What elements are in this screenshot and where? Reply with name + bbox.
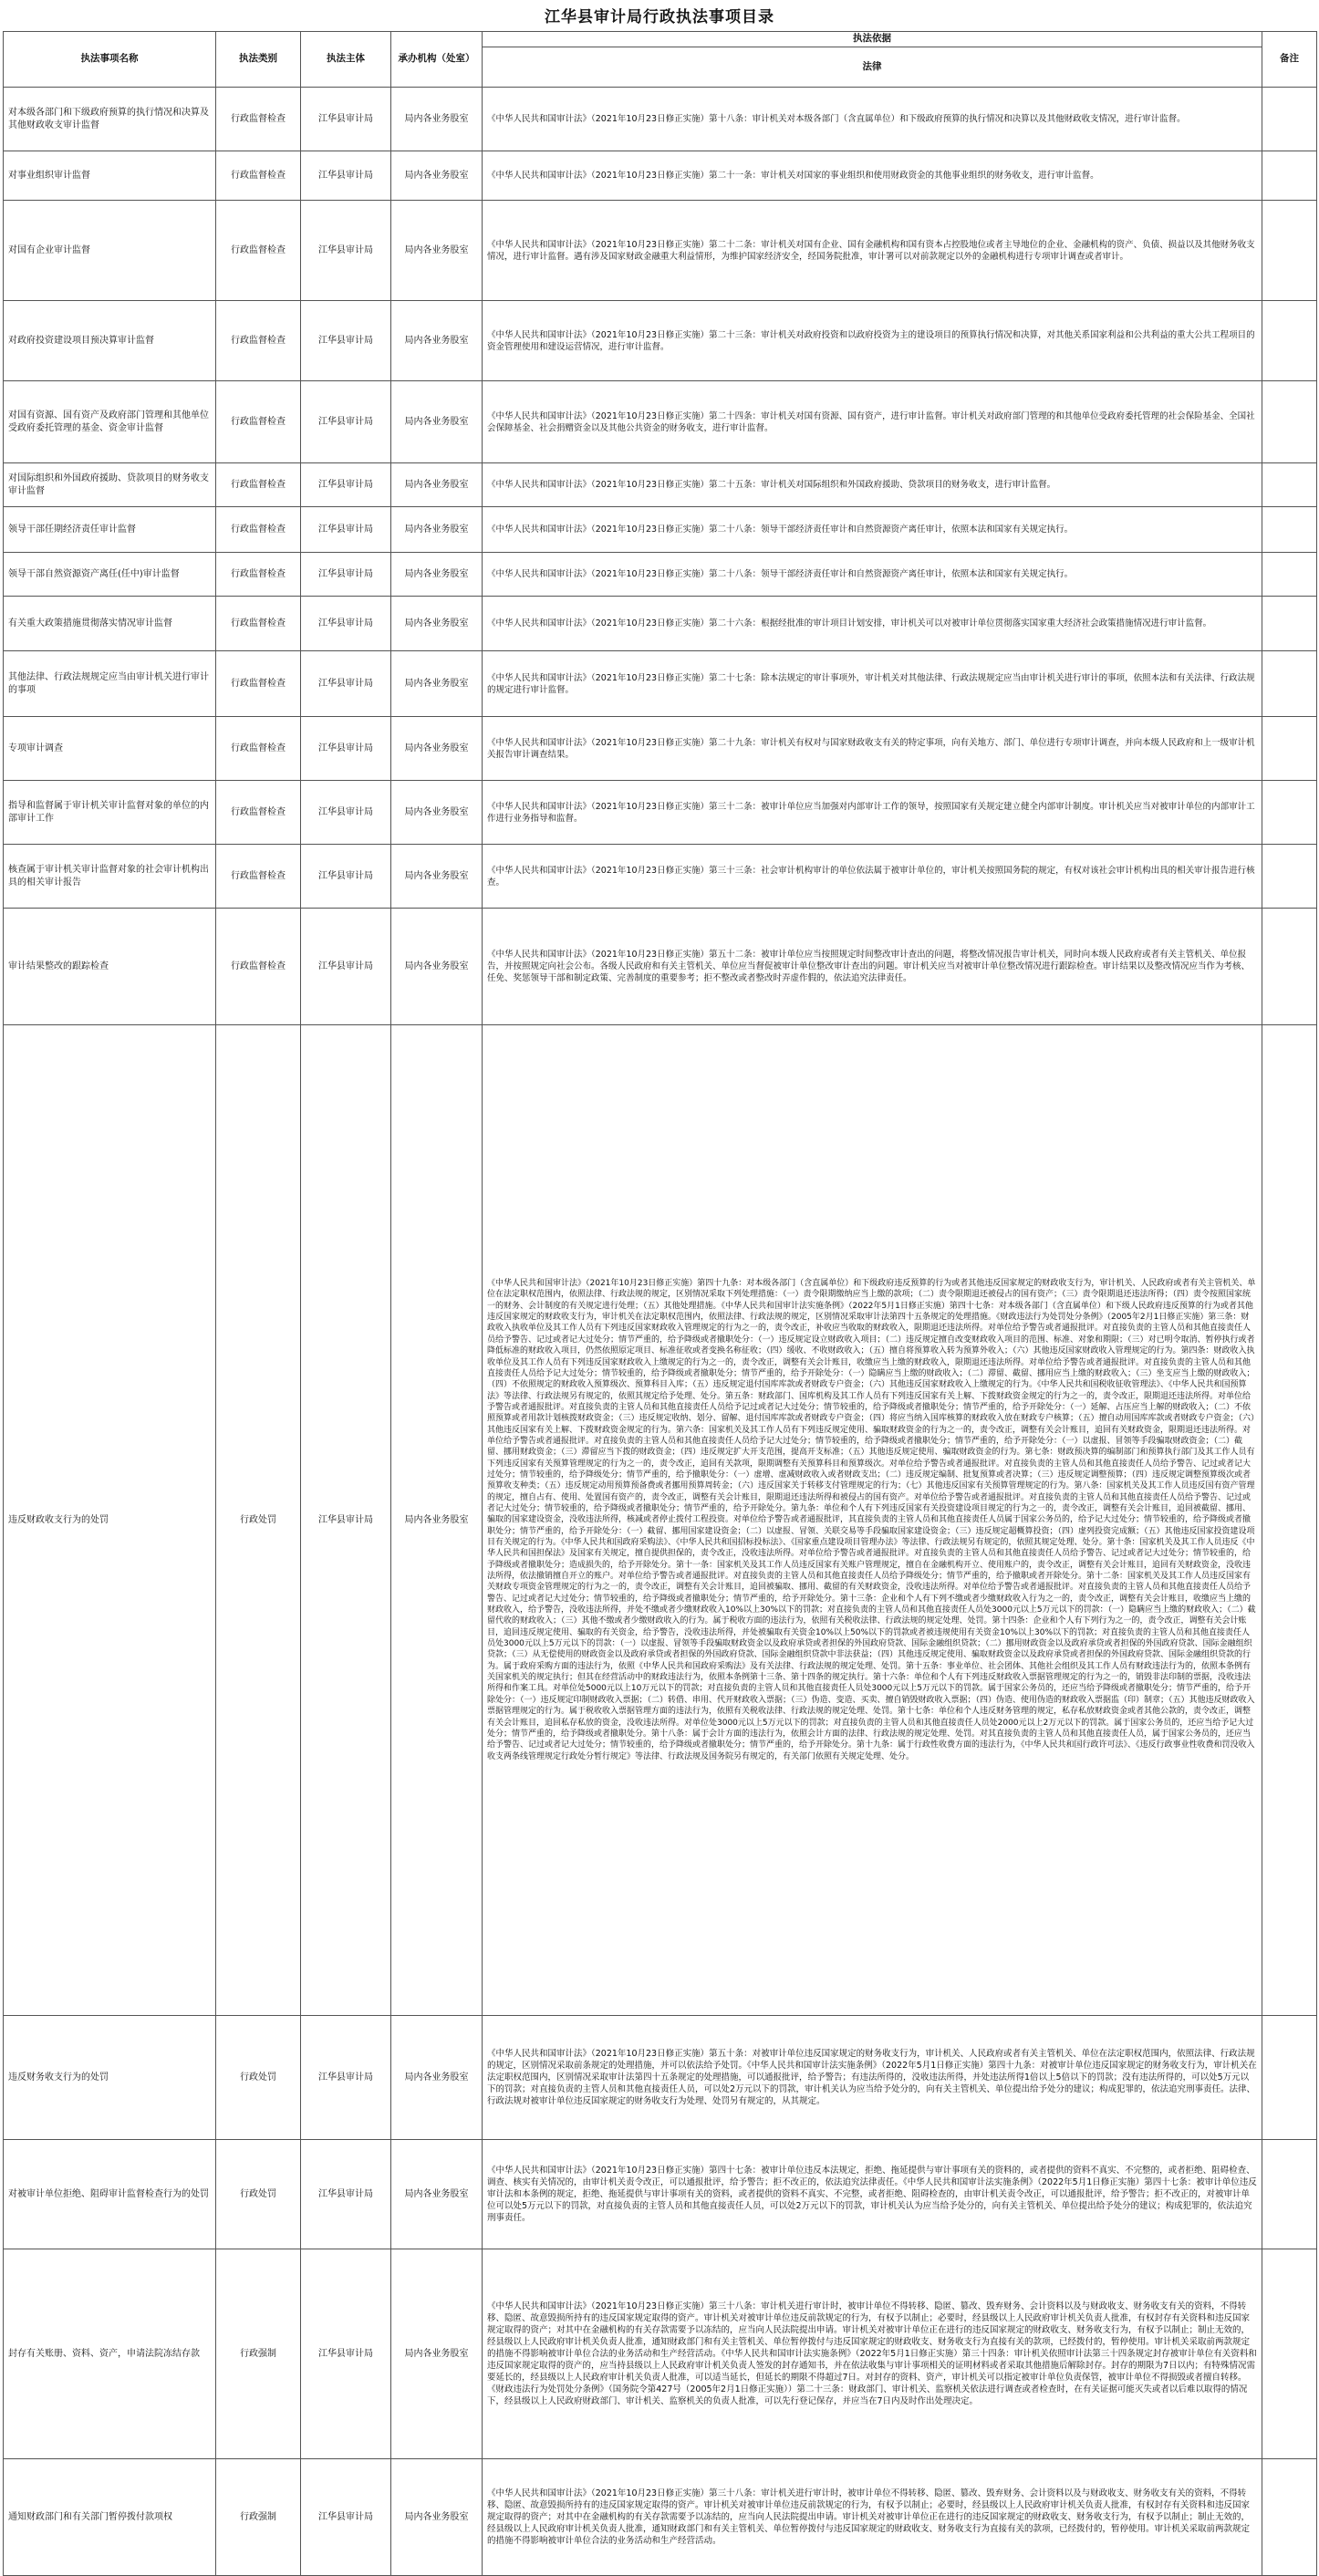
item-category: 行政监督检查 — [216, 88, 301, 151]
item-category: 行政处罚 — [216, 2016, 301, 2140]
table-row — [4, 507, 1317, 553]
item-subject: 江华县审计局 — [301, 781, 391, 845]
item-category: 行政监督检查 — [216, 507, 301, 553]
item-dept: 局内各业务股室 — [391, 651, 483, 717]
item-name: 通知财政部门和有关部门暂停拨付款项权 — [4, 2459, 216, 2576]
item-remark — [1262, 1025, 1317, 2016]
item-dept: 局内各业务股室 — [391, 381, 483, 463]
table-row — [4, 381, 1317, 463]
item-dept: 局内各业务股室 — [391, 88, 483, 151]
header-dept: 承办机构（处室） — [391, 32, 483, 88]
item-remark — [1262, 2140, 1317, 2249]
item-law: 《中华人民共和国审计法》（2021年10月23日修正实施）第三十八条：审计机关进行审计时，被审计单位不得转移、隐匿、篡改、毁弃财务、会计资料以及与财政收支、财务收支有关的资料，不得转移、隐匿、故意毁损所持有的违反国家规定取得的资产。审计机关对被审计单位违反前款规定的行为，有权予以制止；必要时，经县级以上人民政府审计机关负责人批准，有权封存有关资料和违反国家规定取得的资产；对其中在金融机构的有关存款需要予以冻结的，应当向人民法院提出申请。审计机关对被审计单位正在进行的违反国家规定的财政收支、财务收支行为，有权予以制止；制止无效的，经县级以上人民政府审计机关负责人批准，通知财政部门和有关主管机关、单位暂停拨付与违反国家规定的财政收支、财务收支行为直接有关的款项，已经拨付的，暂停使用。审计机关采取前两款规定的措施不得影响被审计单位合法的业务活动和生产经营活动。 — [483, 2459, 1262, 2576]
table-row — [4, 651, 1317, 717]
item-subject: 江华县审计局 — [301, 151, 391, 201]
item-dept: 局内各业务股室 — [391, 463, 483, 507]
item-category: 行政强制 — [216, 2249, 301, 2459]
item-remark — [1262, 717, 1317, 781]
item-remark — [1262, 651, 1317, 717]
item-category: 行政监督检查 — [216, 597, 301, 651]
item-name: 领导干部任期经济责任审计监督 — [4, 507, 216, 553]
item-dept: 局内各业务股室 — [391, 909, 483, 1025]
item-remark — [1262, 909, 1317, 1025]
item-category: 行政监督检查 — [216, 301, 301, 381]
table-row — [4, 463, 1317, 507]
table-row — [4, 597, 1317, 651]
item-dept: 局内各业务股室 — [391, 1025, 483, 2016]
item-category: 行政监督检查 — [216, 381, 301, 463]
table-row — [4, 201, 1317, 301]
item-law: 《中华人民共和国审计法》（2021年10月23日修正实施）第二十三条：审计机关对政府投资和以政府投资为主的建设项目的预算执行情况和决算，对其他关系国家利益和公共利益的重大公共工程项目的资金管理使用和建设运营情况，进行审计监督。 — [483, 301, 1262, 381]
item-name: 审计结果整改的跟踪检查 — [4, 909, 216, 1025]
item-name: 对国有资源、国有资产及政府部门管理和其他单位受政府委托管理的基金、资金审计监督 — [4, 381, 216, 463]
header-name: 执法事项名称 — [4, 32, 216, 88]
item-name: 其他法律、行政法规规定应当由审计机关进行审计的事项 — [4, 651, 216, 717]
item-category: 行政监督检查 — [216, 651, 301, 717]
table-row — [4, 88, 1317, 151]
table-row — [4, 151, 1317, 201]
item-dept: 局内各业务股室 — [391, 781, 483, 845]
item-law: 《中华人民共和国审计法》（2021年10月23日修正实施）第四十九条：对本级各部门（含直属单位）和下级政府违反预算的行为或者其他违反国家规定的财政收支行为，审计机关、人民政府或者有关主管机关、单位在法定职权范围内，依照法律、行政法规的规定，区别情况采取下列处理措施：（一）责令限期缴纳应当上缴的款项；（二）责令限期退还被侵占的国有资产；（三）责令限期退还违法所得；（四）责令按照国家统一的财务、会计制度的有关规定进行处理；（五）其他处理措施。《中华人民共和国审计法实施条例》（2022年5月1日修正实施）第四十七条：对本级各部门（含直属单位）和下级人民政府违反预算的行为或者其他违反国家规定的财政收支行为，审计机关在法定职权范围内，依照法律、行政法规的规定，区别情况采取审计法第四十五条规定的处理措施。《财政违法行为处罚处分条例》（2005年2月1日修正实施）第三条：财政收入执收单位及其工作人员有下列违反国家财政收入管理规定的行为之一的，责令改正，补收应当收取的财政收入，限期退还违法所得。对单位给予警告或者通报批评。对直接负责的主管人员和其他直接责任人员给予警告、记过或者记大过处分；情节严重的，给予降级或者撤职处分：（一）违反规定设立财政收入项目；（二）违反规定擅自改变财政收入项目的范围、标准、对象和期限；（三）对已明令取消、暂停执行或者降低标准的财政收入项目，仍然依照原定项目、标准征收或者变换名称征收；（四）缓收、不收财政收入；（五）擅自将预算收入转为预算外收入；（六）其他违反国家财政收入管理规定的行为。第四条：财政收入执收单位及其工作人员有下列违反国家财政收入上缴规定的行为之一的，责令改正，调整有关会计账目，收缴应当上缴的财政收入，限期退还违法所得。对单位给予警告或者通报批评。对直接负责的主管人员和其他直接责任人员给予记大过处分；情节较重的，给予降级或者撤职处分；情节严重的，给予开除处分：（一）隐瞒应当上缴的财政收入；（二）滞留、截留、挪用应当上缴的财政收入；（三）坐支应当上缴的财政收入；（四）不依照规定的财政收入预算级次、预算科目入库；（五）违反规定退付国库库款或者财政专户资金；（六）其他违反国家财政收入上缴规定的行为。《中华人民共和国税收征收管理法》、《中华人民共和国预算法》等法律、行政法规另有规定的，依照其规定给予处理、处分。第五条：财政部门、国库机构及其工作人员有下列违反国家有关上解、下拨财政资金规定的行为之一的，责令改正，限期退还违法所得。对单位给予警告或者通报批评。对直接负责的主管人员和其他直接责任人员给予记过或者记大过处分；情节较重的，给予降级或者撤职处分；情节严重的，给予开除处分：（一）延解、占压应当上解的财政收入；（二）不依照预算或者用款计划核拨财政资金；（三）违反规定收纳、划分、留解、退付国库库款或者财政专户资金；（四）将应当纳入国库核算的财政收入放在财政专户核算；（五）擅自动用国库库款或者财政专户资金；（六）其他违反国家有关上解、下拨财政资金规定的行为。第六条：国家机关及其工作人员有下列违反规定使用、骗取财政资金的行为之一的，责令改正，调整有关会计账目，追回有关财政资金，限期退还违法所得。对单位给予警告或者通报批评。对直接负责的主管人员和其他直接责任人员给予记大过处分；情节较重的，给予降级或者撤职处分；情节严重的，给予开除处分：（一）以虚报、冒领等手段骗取财政资金；（二）截留、挪用财政资金；（三）滞留应当下拨的财政资金；（四）违反规定扩大开支范围，提高开支标准；（五）其他违反规定使用、骗取财政资金的行为。第七条：财政预决算的编制部门和预算执行部门及其工作人员有下列违反国家有关预算管理规定的行为之一的，责令改正，追回有关款项，限期调整有关预算科目和预算级次。对单位给予警告或者通报批评。对直接负责的主管人员和其他直接责任人员给予警告、记过或者记大过处分；情节较重的，给予降级处分；情节严重的，给予撤职处分：（一）虚增、虚减财政收入或者财政支出；（二）违反规定编制、批复预算或者决算；（三）违反规定调整预算；（四）违反规定调整预算级次或者预算收支种类；（五）违反规定动用预算预备费或者挪用预算周转金；（六）违反国家关于转移支付管理规定的行为；（七）其他违反国家有关预算管理规定的行为。第八条：国家机关及其工作人员违反国有资产管理的规定，擅自占有、使用、处置国有资产的，责令改正，调整有关会计账目，限期退还违法所得和被侵占的国有资产。对单位给予警告或者通报批评。对直接负责的主管人员和其他直接责任人员给予警告、记过或者记大过处分；情节较重的，给予降级或者撤职处分；情节严重的，给予开除处分。第九条：单位和个人有下列违反国家有关投资建设项目规定的行为之一的，责令改正，调整有关会计账目，追回被截留、挪用、骗取的国家建设资金，没收违法所得，核减或者停止拨付工程投资。对单位给予警告或者通报批评，其直接负责的主管人员和其他直接责任人员属于国家公务员的，给予记大过处分；情节较重的，给予降级或者撤职处分；情节严重的，给予开除处分：（一）截留、挪用国家建设资金；（二）以虚报、冒领、关联交易等手段骗取国家建设资金；（三）违反规定超概算投资；（四）虚列投资完成额；（五）其他违反国家投资建设项目有关规定的行为。《中华人民共和国政府采购法》、《中华人民共和国招标投标法》、《国家重点建设项目管理办法》等法律、行政法规另有规定的，依照其规定处理、处分。第十条：国家机关及其工作人员违反《中华人民共和国担保法》及国家有关规定，擅自提供担保的，责令改正，没收违法所得。对单位给予警告或者通报批评。对直接负责的主管人员和其他直接责任人员给予警告、记过或者记大过处分；情节较重的，给予降级或者撤职处分；造成损失的，给予开除处分。第十一条：国家机关及其工作人员违反国家有关账户管理规定，擅自在金融机构开立、使用账户的，责令改正，调整有关会计账目，追回有关财政资金，没收违法所得，依法撤销擅自开立的账户。对单位给予警告或者通报批评。对直接负责的主管人员和其他直接责任人员给予降级处分；情节严重的，给予撤职或者开除处分。第十二条：国家机关及其工作人员违反国家有关财政专项资金管理规定的行为之一的，责令改正，调整有关会计账目，追回被骗取、挪用、截留的有关财政资金，没收违法所得。对单位给予警告或者通报批评。对直接负责的主管人员和其他直接责任人员给予警告、记过或者记大过处分；情节较重的，给予降级或者撤职处分；情节严重的，给予开除处分。第十三条：企业和个人有下列不缴或者少缴财政收入行为之一的，责令改正，调整有关会计账目，收缴应当上缴的财政收入，给予警告，没收违法所得，并处不缴或者少缴财政收入10%以上30%以下的罚款；对直接负责的主管人员和其他直接责任人员处3000元以上5万元以下的罚款：（一）隐瞒应当上缴的财政收入；（二）截留代收的财政收入；（三）其他不缴或者少缴财政收入的行为。属于税收方面的违法行为，依照有关税收法律、行政法规的规定处理、处罚。第十四条：企业和个人有下列行为之一的，责令改正，调整有关会计账目，追回违反规定使用、骗取的有关资金，给予警告，没收违法所得，并处被骗取有关资金10%以上50%以下的罚款或者被违规使用有关资金10%以上30%以下的罚款；对直接负责的主管人员和其他直接责任人员处3000元以上5万元以下的罚款：（一）以虚报、冒领等手段骗取财政资金以及政府承贷或者担保的外国政府贷款、国际金融组织贷款；（二）挪用财政资金以及政府承贷或者担保的外国政府贷款、国际金融组织贷款；（三）从无偿使用的财政资金以及政府承贷或者担保的外国政府贷款、国际金融组织贷款中非法获益；（四）其他违反规定使用、骗取财政资金以及政府承贷或者担保的外国政府贷款、国际金融组织贷款的行为。属于政府采购方面的违法行为，依照《中华人民共和国政府采购法》及有关法律、行政法规的规定处理、处罚。第十五条：事业单位、社会团体、其他社会组织及其工作人员有财政违法行为的，依照本条例有关国家机关的规定执行；但其在经营活动中的财政违法行为，依照本条例第十三条、第十四条的规定执行。第十六条：单位和个人有下列违反财政收入票据管理规定的行为之一的，销毁非法印制的票据，没收违法所得和作案工具。对单位处5000元以上10万元以下的罚款；对直接负责的主管人员和其他直接责任人员处3000元以上5万元以下的罚款。属于国家公务员的，还应当给予降级或者撤职处分；情节严重的，给予开除处分：（一）违反规定印制财政收入票据；（二）转借、串用、代开财政收入票据；（三）伪造、变造、买卖、擅自销毁财政收入票据；（四）伪造、使用伪造的财政收入票据监（印）制章；（五）其他违反财政收入票据管理规定的行为。属于税收收入票据管理方面的违法行为，依照有关税收法律、行政法规的规定处理、处罚。第十七条：单位和个人违反财务管理的规定，私存私放财政资金或者其他公款的，责令改正，调整有关会计账目，追回私存私放的资金，没收违法所得。对单位处3000元以上5万元以下的罚款；对直接负责的主管人员和其他直接责任人员处2000元以上2万元以下的罚款。属于国家公务员的，还应当给予记大过处分；情节严重的，给予降级或者撤职处分。第十八条：属于会计方面的违法行为，依照会计方面的法律、行政法规的规定处理、处罚。对其直接负责的主管人员和其他直接责任人员，属于国家公务员的，还应当给予警告、记过或者记大过处分；情节较重的，给予降级或者撤职处分；情节严重的，给予开除处分。第十九条：属于行政性收费方面的违法行为，《中华人民共和国行政许可法》、《违反行政事业性收费和罚没收入收支两条线管理规定行政处分暂行规定》等法律、行政法规及国务院另有规定的，有关部门依照有关规定处理、处分。 — [483, 1025, 1262, 2016]
item-dept: 局内各业务股室 — [391, 597, 483, 651]
item-remark — [1262, 151, 1317, 201]
table-row — [4, 553, 1317, 597]
table-row — [4, 2459, 1317, 2576]
item-law: 《中华人民共和国审计法》（2021年10月23日修正实施）第二十九条：审计机关有权对与国家财政收支有关的特定事项，向有关地方、部门、单位进行专项审计调查，并向本级人民政府和上一级审计机关报告审计调查结果。 — [483, 717, 1262, 781]
item-law: 《中华人民共和国审计法》（2021年10月23日修正实施）第二十四条：审计机关对国有资源、国有资产，进行审计监督。审计机关对政府部门管理的和其他单位受政府委托管理的社会保险基金、全国社会保障基金、社会捐赠资金以及其他公共资金的财务收支，进行审计监督。 — [483, 381, 1262, 463]
header-basis: 执法依据 — [483, 32, 1262, 47]
item-law: 《中华人民共和国审计法》（2021年10月23日修正实施）第二十八条：领导干部经济责任审计和自然资源资产离任审计，依照本法和国家有关规定执行。 — [483, 553, 1262, 597]
item-subject: 江华县审计局 — [301, 2140, 391, 2249]
table-row — [4, 2140, 1317, 2249]
item-law: 《中华人民共和国审计法》（2021年10月23日修正实施）第三十三条：社会审计机构审计的单位依法属于被审计单位的，审计机关按照国务院的规定，有权对该社会审计机构出具的相关审计报告进行核查。 — [483, 845, 1262, 909]
item-law: 《中华人民共和国审计法》（2021年10月23日修正实施）第四十七条：被审计单位违反本法规定，拒绝、拖延提供与审计事项有关的资料的，或者提供的资料不真实、不完整的，或者拒绝、阻碍检查、调查、核实有关情况的，由审计机关责令改正，可以通报批评，给予警告；拒不改正的，依法追究法律责任。《中华人民共和国审计法实施条例》（2022年5月1日修正实施）第四十七条：被审计单位违反审计法和本条例的规定，拒绝、拖延提供与审计事项有关的资料，或者提供的资料不真实、不完整，或者拒绝、阻碍检查的，由审计机关责令改正，可以通报批评，给予警告；拒不改正的，对被审计单位可以处5万元以下的罚款，对直接负责的主管人员和其他直接责任人员，可以处2万元以下的罚款，审计机关认为应当给予处分的，向有关主管机关、单位提出给予处分的建议；构成犯罪的，依法追究刑事责任。 — [483, 2140, 1262, 2249]
item-law: 《中华人民共和国审计法》（2021年10月23日修正实施）第五十条：对被审计单位违反国家规定的财务收支行为，审计机关、人民政府或者有关主管机关、单位在法定职权范围内，依照法律、行政法规的规定，区别情况采取前条规定的处理措施，并可以依法给予处罚。《中华人民共和国审计法实施条例》（2022年5月1日修正实施）第四十九条：对被审计单位违反国家规定的财务收支行为，审计机关在法定职权范围内，区别情况采取审计法第四十五条规定的处理措施，可以通报批评，给予警告；有违法所得的，没收违法所得，并处违法所得1倍以上5倍以下的罚款；没有违法所得的，可以处5万元以下的罚款；对直接负责的主管人员和其他直接责任人员，可以处2万元以下的罚款，审计机关认为应当给予处分的，向有关主管机关、单位提出给予处分的建议；构成犯罪的，依法追究刑事责任。法律、行政法规对被审计单位违反国家规定的财务收支行为处理、处罚另有规定的，从其规定。 — [483, 2016, 1262, 2140]
item-remark — [1262, 381, 1317, 463]
item-dept: 局内各业务股室 — [391, 301, 483, 381]
item-subject: 江华县审计局 — [301, 301, 391, 381]
table-row — [4, 909, 1317, 1025]
item-law: 《中华人民共和国审计法》（2021年10月23日修正实施）第二十一条：审计机关对国家的事业组织和使用财政资金的其他事业组织的财务收支，进行审计监督。 — [483, 151, 1262, 201]
item-category: 行政处罚 — [216, 1025, 301, 2016]
item-dept: 局内各业务股室 — [391, 507, 483, 553]
item-name: 违反财政收支行为的处罚 — [4, 1025, 216, 2016]
item-category: 行政监督检查 — [216, 201, 301, 301]
item-category: 行政监督检查 — [216, 781, 301, 845]
item-law: 《中华人民共和国审计法》（2021年10月23日修正实施）第二十八条：领导干部经济责任审计和自然资源资产离任审计，依照本法和国家有关规定执行。 — [483, 507, 1262, 553]
item-law: 《中华人民共和国审计法》（2021年10月23日修正实施）第十八条：审计机关对本级各部门（含直属单位）和下级政府预算的执行情况和决算以及其他财政收支情况，进行审计监督。 — [483, 88, 1262, 151]
item-subject: 江华县审计局 — [301, 2249, 391, 2459]
item-subject: 江华县审计局 — [301, 201, 391, 301]
item-law: 《中华人民共和国审计法》（2021年10月23日修正实施）第二十六条：根据经批准的审计项目计划安排，审计机关可以对被审计单位贯彻落实国家重大经济社会政策措施情况进行审计监督。 — [483, 597, 1262, 651]
item-dept: 局内各业务股室 — [391, 151, 483, 201]
item-category: 行政监督检查 — [216, 553, 301, 597]
item-name: 对政府投资建设项目预决算审计监督 — [4, 301, 216, 381]
header-subject: 执法主体 — [301, 32, 391, 88]
header-category: 执法类别 — [216, 32, 301, 88]
item-subject: 江华县审计局 — [301, 381, 391, 463]
catalog-table — [3, 31, 1317, 2576]
item-name: 对国有企业审计监督 — [4, 201, 216, 301]
table-row — [4, 1025, 1317, 2016]
item-name: 对本级各部门和下级政府预算的执行情况和决算及其他财政收支审计监督 — [4, 88, 216, 151]
item-name: 对国际组织和外国政府援助、贷款项目的财务收支审计监督 — [4, 463, 216, 507]
item-dept: 局内各业务股室 — [391, 2249, 483, 2459]
item-subject: 江华县审计局 — [301, 651, 391, 717]
header-law: 法律 — [483, 47, 1262, 88]
item-subject: 江华县审计局 — [301, 2016, 391, 2140]
item-law: 《中华人民共和国审计法》（2021年10月23日修正实施）第三十八条：审计机关进行审计时，被审计单位不得转移、隐匿、篡改、毁弃财务、会计资料以及与财政收支、财务收支有关的资料，不得转移、隐匿、故意毁损所持有的违反国家规定取得的资产。审计机关对被审计单位违反前款规定的行为，有权予以制止；必要时，经县级以上人民政府审计机关负责人批准，有权封存有关资料和违反国家规定取得的资产；对其中在金融机构的有关存款需要予以冻结的，应当向人民法院提出申请。审计机关对被审计单位正在进行的违反国家规定的财政收支、财务收支行为，有权予以制止；制止无效的，经县级以上人民政府审计机关负责人批准，通知财政部门和有关主管机关、单位暂停拨付与违反国家规定的财政收支、财务收支行为直接有关的款项，已经拨付的，暂停使用。审计机关采取前两款规定的措施不得影响被审计单位合法的业务活动和生产经营活动。《中华人民共和国审计法实施条例》（2022年5月1日修正实施）第三十四条：审计机关依照审计法第三十四条规定封存被审计单位有关资料和违反国家规定取得的资产的，应当持县级以上人民政府审计机关负责人签发的封存通知书，并在依法收集与审计事项相关的证明材料或者采取其他措施后解除封存。封存的期限为7日以内；有特殊情况需要延长的，经县级以上人民政府审计机关负责人批准，可以适当延长，但延长的期限不得超过7日。对封存的资料、资产，审计机关可以指定被审计单位负责保管，被审计单位不得损毁或者擅自转移。《财政违法行为处罚处分条例》（国务院令第427号（2005年2月1日修正实施））第二十三条：财政部门、审计机关、监察机关依法进行调查或者检查时，在有关证据可能灭失或者以后难以取得的情况下，经县级以上人民政府财政部门、审计机关、监察机关的负责人批准，可以先行登记保存，并应当在7日内及时作出处理决定。 — [483, 2249, 1262, 2459]
item-name: 指导和监督属于审计机关审计监督对象的单位的内部审计工作 — [4, 781, 216, 845]
item-dept: 局内各业务股室 — [391, 2459, 483, 2576]
item-name: 对事业组织审计监督 — [4, 151, 216, 201]
item-category: 行政监督检查 — [216, 151, 301, 201]
item-name: 封存有关账册、资料、资产，申请法院冻结存款 — [4, 2249, 216, 2459]
item-dept: 局内各业务股室 — [391, 553, 483, 597]
item-remark — [1262, 845, 1317, 909]
item-remark — [1262, 2249, 1317, 2459]
item-remark — [1262, 301, 1317, 381]
table-row — [4, 717, 1317, 781]
table-row — [4, 2249, 1317, 2459]
item-dept: 局内各业务股室 — [391, 845, 483, 909]
table-row — [4, 301, 1317, 381]
item-remark — [1262, 201, 1317, 301]
item-remark — [1262, 88, 1317, 151]
item-law: 《中华人民共和国审计法》（2021年10月23日修正实施）第三十二条：被审计单位应当加强对内部审计工作的领导，按照国家有关规定建立健全内部审计制度。审计机关应当对被审计单位的内部审计工作进行业务指导和监督。 — [483, 781, 1262, 845]
item-remark — [1262, 553, 1317, 597]
item-law: 《中华人民共和国审计法》（2021年10月23日修正实施）第五十二条：被审计单位应当按照规定时间整改审计查出的问题，将整改情况报告审计机关，同时向本级人民政府或者有关主管机关、单位报告，并按照规定向社会公布。各级人民政府和有关主管机关、单位应当督促被审计单位整改审计查出的问题。审计机关应当对被审计单位整改情况进行跟踪检查。审计结果以及整改情况应当作为考核、任免、奖惩领导干部和制定政策、完善制度的重要参考；拒不整改或者整改时弄虚作假的，依法追究法律责任。 — [483, 909, 1262, 1025]
item-dept: 局内各业务股室 — [391, 2140, 483, 2249]
item-subject: 江华县审计局 — [301, 463, 391, 507]
item-subject: 江华县审计局 — [301, 1025, 391, 2016]
item-remark — [1262, 597, 1317, 651]
item-subject: 江华县审计局 — [301, 88, 391, 151]
item-category: 行政监督检查 — [216, 717, 301, 781]
table-row — [4, 2016, 1317, 2140]
item-remark — [1262, 507, 1317, 553]
item-category: 行政强制 — [216, 2459, 301, 2576]
item-remark — [1262, 2016, 1317, 2140]
item-name: 专项审计调查 — [4, 717, 216, 781]
item-dept: 局内各业务股室 — [391, 2016, 483, 2140]
page-title: 江华县审计局行政执法事项目录 — [545, 8, 774, 26]
item-subject: 江华县审计局 — [301, 845, 391, 909]
item-remark — [1262, 2459, 1317, 2576]
item-name: 核查属于审计机关审计监督对象的社会审计机构出具的相关审计报告 — [4, 845, 216, 909]
item-name: 有关重大政策措施贯彻落实情况审计监督 — [4, 597, 216, 651]
item-category: 行政处罚 — [216, 2140, 301, 2249]
item-subject: 江华县审计局 — [301, 717, 391, 781]
item-category: 行政监督检查 — [216, 463, 301, 507]
item-name: 违反财务收支行为的处罚 — [4, 2016, 216, 2140]
item-category: 行政监督检查 — [216, 909, 301, 1025]
item-dept: 局内各业务股室 — [391, 201, 483, 301]
item-category: 行政监督检查 — [216, 845, 301, 909]
item-remark — [1262, 781, 1317, 845]
item-dept: 局内各业务股室 — [391, 717, 483, 781]
header-remark: 备注 — [1262, 32, 1317, 88]
item-subject: 江华县审计局 — [301, 553, 391, 597]
item-law: 《中华人民共和国审计法》（2021年10月23日修正实施）第二十七条：除本法规定的审计事项外，审计机关对其他法律、行政法规规定应当由审计机关进行审计的事项，依照本法和有关法律、行政法规的规定进行审计监督。 — [483, 651, 1262, 717]
item-subject: 江华县审计局 — [301, 2459, 391, 2576]
table-row — [4, 845, 1317, 909]
item-subject: 江华县审计局 — [301, 597, 391, 651]
item-law: 《中华人民共和国审计法》（2021年10月23日修正实施）第二十二条：审计机关对国有企业、国有金融机构和国有资本占控股地位或者主导地位的企业、金融机构的资产、负债、损益以及其他财务收支情况，进行审计监督。遇有涉及国家财政金融重大利益情形，为维护国家经济安全，经国务院批准，审计署可以对前款规定以外的金融机构进行专项审计调查或者审计。 — [483, 201, 1262, 301]
table-row — [4, 781, 1317, 845]
item-name: 对被审计单位拒绝、阻碍审计监督检查行为的处罚 — [4, 2140, 216, 2249]
item-remark — [1262, 463, 1317, 507]
item-law: 《中华人民共和国审计法》（2021年10月23日修正实施）第二十五条：审计机关对国际组织和外国政府援助、贷款项目的财务收支，进行审计监督。 — [483, 463, 1262, 507]
item-subject: 江华县审计局 — [301, 909, 391, 1025]
item-subject: 江华县审计局 — [301, 507, 391, 553]
item-name: 领导干部自然资源资产离任(任中)审计监督 — [4, 553, 216, 597]
